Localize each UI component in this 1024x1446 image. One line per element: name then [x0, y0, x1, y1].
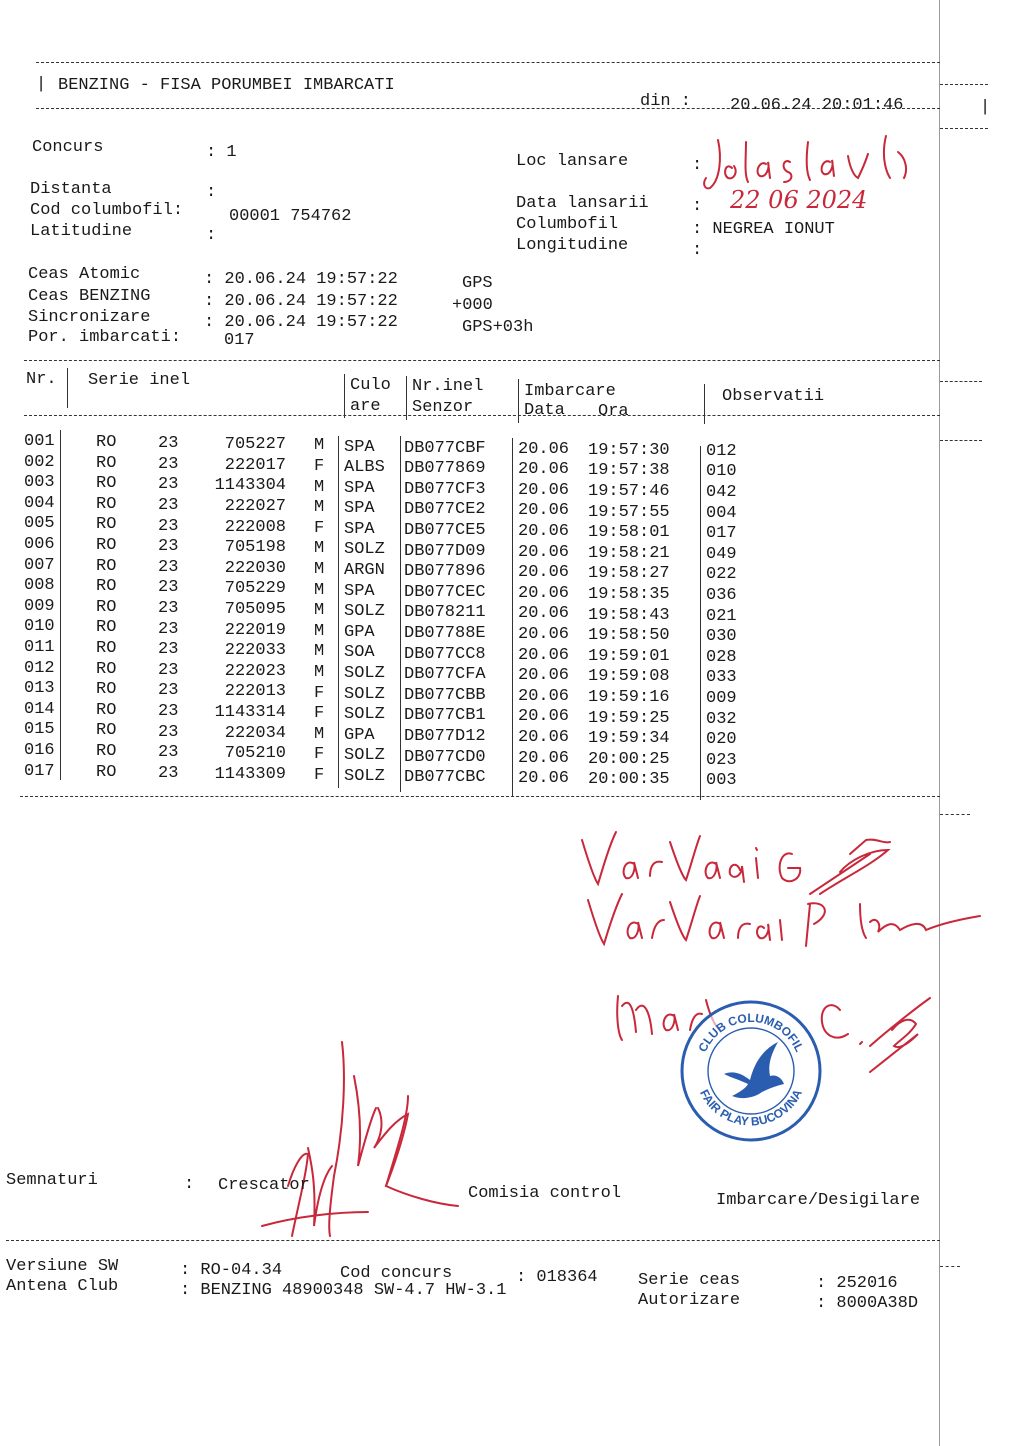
cell-observatii: 049	[706, 544, 737, 564]
cell-ring: 222019	[224, 620, 286, 640]
cell-observatii: 042	[706, 483, 737, 503]
table-rule-bottom-right	[940, 814, 970, 815]
body-divider-nrinel	[400, 436, 401, 792]
cell-nr: 012	[24, 658, 55, 678]
document-title: BENZING - FISA PORUMBEI IMBARCATI	[58, 76, 395, 95]
col-header-nrinel: Nr.inel	[412, 377, 484, 396]
body-divider-imbarcare	[512, 438, 513, 796]
ceas-benzing-value: : 20.06.24 19:57:22	[204, 292, 398, 311]
cell-year: 23	[158, 537, 179, 557]
cell-ring: 705095	[224, 600, 286, 620]
cell-country: RO	[96, 680, 117, 700]
cell-time: 20:00:35	[588, 770, 670, 790]
cell-sensor: DB077CBF	[404, 438, 486, 458]
body-divider-culo	[338, 436, 339, 788]
cell-observatii: 030	[706, 627, 737, 647]
latitudine-label: Latitudine	[30, 222, 133, 241]
data-lansarii-value: :	[692, 197, 703, 216]
cell-time: 19:57:46	[588, 481, 670, 501]
cell-color: SOLZ	[344, 746, 385, 766]
cod-columbofil-value: 00001 754762	[229, 207, 352, 226]
cell-sensor: DB077CBB	[404, 685, 486, 705]
cell-color: ALBS	[344, 458, 385, 478]
header-rule-top-right	[940, 84, 988, 85]
serie-ceas-value: : 252016	[816, 1274, 898, 1293]
cell-sex: M	[314, 621, 325, 641]
cell-date: 20.06	[518, 480, 570, 500]
cell-observatii: 036	[706, 586, 737, 606]
cell-time: 19:58:21	[588, 543, 670, 563]
cell-date: 20.06	[518, 563, 570, 583]
loc-lansare-value: :	[692, 156, 703, 175]
cell-date: 20.06	[518, 625, 570, 645]
cell-sensor: DB077CFA	[404, 665, 486, 685]
cell-sex: F	[314, 765, 325, 785]
col-divider-observatii	[704, 384, 705, 424]
cell-year: 23	[158, 495, 179, 515]
cell-sex: F	[314, 745, 325, 765]
table-row	[24, 740, 954, 770]
sincronizare-value: : 20.06.24 19:57:22	[204, 313, 398, 332]
cell-color: SPA	[344, 499, 375, 519]
comisia-control-label: Comisia control	[468, 1184, 622, 1203]
cell-time: 19:58:01	[588, 523, 670, 543]
semnaturi-label: Semnaturi	[6, 1171, 98, 1190]
cell-observatii: 021	[706, 606, 737, 626]
cell-country: RO	[96, 494, 117, 514]
cell-date: 20.06	[518, 645, 570, 665]
ceas-atomic-label: Ceas Atomic	[28, 265, 141, 284]
col-header-senzor: Senzor	[412, 398, 474, 417]
table-row	[24, 555, 954, 585]
cell-sensor: DB077CF3	[404, 479, 486, 499]
cell-color: SPA	[344, 519, 375, 539]
columbofil-value: : NEGREA IONUT	[692, 220, 835, 239]
body-divider-observatii	[700, 446, 701, 800]
ceas-atomic-suffix: GPS	[462, 274, 493, 293]
col-header-imbarcare: Imbarcare	[524, 382, 616, 401]
data-lansarii-label: Data lansarii	[516, 194, 649, 213]
din-value: 20.06.24 20:01:46	[730, 96, 904, 115]
cell-year: 23	[158, 763, 179, 783]
cell-color: GPA	[344, 622, 375, 642]
autorizare-label: Autorizare	[638, 1291, 741, 1310]
col-header-are: are	[350, 397, 381, 416]
cell-date: 20.06	[518, 604, 570, 624]
cell-sensor: DB077CBC	[404, 768, 486, 788]
cell-country: RO	[96, 721, 117, 741]
handwritten-date: 22 06 2024	[730, 186, 868, 214]
cell-color: SOLZ	[344, 767, 385, 786]
cell-ring: 222033	[224, 641, 286, 661]
cell-observatii: 003	[706, 771, 737, 791]
ceas-benzing-suffix: +000	[452, 296, 493, 315]
cell-sex: M	[314, 601, 325, 621]
cell-year: 23	[158, 660, 179, 680]
cell-nr: 015	[24, 720, 55, 740]
concurs-label: Concurs	[32, 138, 104, 157]
cell-year: 23	[158, 701, 179, 721]
cell-date: 20.06	[518, 666, 570, 686]
cell-country: RO	[96, 515, 117, 535]
cell-country: RO	[96, 618, 117, 638]
cell-observatii: 010	[706, 462, 737, 482]
cell-sex: M	[314, 642, 325, 662]
cell-ring: 222027	[224, 497, 286, 517]
handwritten-location-signature	[700, 128, 930, 223]
cell-nr: 005	[24, 514, 55, 534]
sincronizare-label: Sincronizare	[28, 308, 151, 327]
header-bar-left: |	[36, 75, 47, 94]
cell-date: 20.06	[518, 439, 570, 459]
cell-sex: M	[314, 559, 325, 579]
cell-ring: 705210	[224, 744, 286, 764]
por-imbarcati-value: 017	[224, 331, 255, 350]
cell-nr: 011	[24, 637, 55, 657]
semnaturi-colon: :	[184, 1175, 195, 1194]
cod-concurs-label: Cod concurs	[340, 1264, 453, 1283]
cell-nr: 014	[24, 699, 55, 719]
cell-observatii: 020	[706, 730, 737, 750]
header-rule-bottom-right	[940, 128, 988, 129]
cell-country: RO	[96, 597, 117, 617]
ceas-atomic-value: : 20.06.24 19:57:22	[204, 270, 398, 289]
cell-sex: M	[314, 724, 325, 744]
cell-color: ARGN	[344, 561, 385, 581]
cell-ring: 705198	[224, 538, 286, 558]
cell-country: RO	[96, 556, 117, 576]
cell-year: 23	[158, 578, 179, 598]
cod-columbofil-label: Cod columbofil:	[30, 201, 184, 220]
cell-year: 23	[158, 475, 179, 495]
cell-date: 20.06	[518, 522, 570, 542]
versiune-sw-label: Versiune SW	[6, 1257, 119, 1276]
col-header-observatii: Observatii	[722, 387, 825, 406]
cell-time: 19:59:08	[588, 667, 670, 687]
cell-color: SOLZ	[344, 664, 385, 684]
cell-date: 20.06	[518, 769, 570, 789]
imbarcare-desigilare-label: Imbarcare/Desigilare	[716, 1191, 921, 1210]
header-rule-top	[36, 62, 940, 63]
cell-observatii: 012	[706, 441, 737, 461]
cell-sensor: DB077CE2	[404, 500, 486, 520]
col-divider-culo	[344, 374, 345, 418]
table-row	[24, 658, 954, 688]
cell-color: SOA	[344, 643, 375, 663]
por-imbarcati-label: Por. imbarcati:	[28, 328, 182, 347]
cell-ring: 222034	[224, 723, 286, 743]
cell-year: 23	[158, 619, 179, 639]
cell-nr: 013	[24, 679, 55, 699]
col-header-nr: Nr.	[26, 370, 57, 389]
cell-time: 19:59:34	[588, 729, 670, 749]
header-bar-right: |	[980, 98, 991, 117]
cell-date: 20.06	[518, 748, 570, 768]
cell-time: 19:59:16	[588, 687, 670, 707]
cell-observatii: 023	[706, 750, 737, 770]
cell-ring: 1143314	[214, 703, 286, 723]
cell-sensor: DB077CEC	[404, 582, 486, 602]
serie-ceas-label: Serie ceas	[638, 1271, 741, 1290]
cell-observatii: 028	[706, 647, 737, 667]
cell-color: SPA	[344, 581, 375, 601]
col-divider-nrinel	[406, 376, 407, 420]
cell-observatii: 022	[706, 565, 737, 585]
cell-sensor: DB077CD0	[404, 747, 486, 767]
cell-sex: F	[314, 704, 325, 724]
cell-country: RO	[96, 453, 117, 473]
cell-ring: 705229	[224, 579, 286, 599]
autorizare-value: : 8000A38D	[816, 1294, 919, 1313]
body-divider-nr	[60, 430, 61, 780]
distanta-value: :	[206, 183, 217, 202]
cell-sex: M	[314, 436, 325, 456]
cell-time: 19:59:01	[588, 646, 670, 666]
cell-sex: M	[314, 539, 325, 559]
din-label: din :	[640, 92, 692, 111]
cell-time: 19:57:30	[588, 440, 670, 460]
stamp-top-text: CLUB COLUMBOFIL	[695, 1011, 807, 1055]
distanta-label: Distanta	[30, 180, 112, 199]
cell-country: RO	[96, 433, 117, 453]
cell-sensor: DB077869	[404, 459, 486, 479]
cell-date: 20.06	[518, 542, 570, 562]
cod-concurs-value: : 018364	[516, 1268, 598, 1287]
cell-sex: M	[314, 662, 325, 682]
col-header-data: Data	[524, 401, 565, 420]
cell-sex: F	[314, 456, 325, 476]
cell-country: RO	[96, 577, 117, 597]
cell-time: 19:59:25	[588, 708, 670, 728]
cell-sex: F	[314, 683, 325, 703]
table-row	[24, 761, 954, 791]
table-rule-header-bottom	[24, 415, 940, 416]
cell-observatii: 009	[706, 689, 737, 709]
cell-nr: 016	[24, 740, 55, 760]
cell-ring: 222008	[224, 517, 286, 537]
table-row	[24, 452, 954, 482]
cell-country: RO	[96, 639, 117, 659]
cell-time: 19:58:27	[588, 564, 670, 584]
cell-sensor: DB077D12	[404, 726, 486, 746]
longitudine-value: :	[692, 241, 703, 260]
antena-club-label: Antena Club	[6, 1277, 119, 1296]
cell-year: 23	[158, 598, 179, 618]
cell-sensor: DB077896	[404, 562, 486, 582]
club-stamp	[680, 1000, 822, 1142]
cell-color: SOLZ	[344, 705, 385, 725]
cell-sensor: DB077CE5	[404, 520, 486, 540]
crescator-label: Crescator	[218, 1176, 310, 1195]
cell-color: SPA	[344, 478, 375, 498]
cell-time: 19:57:38	[588, 461, 670, 481]
concurs-value: : 1	[206, 143, 237, 162]
cell-nr: 017	[24, 761, 55, 781]
cell-date: 20.06	[518, 707, 570, 727]
cell-year: 23	[158, 681, 179, 701]
cell-observatii: 017	[706, 524, 737, 544]
cell-date: 20.06	[518, 460, 570, 480]
cell-ring: 222017	[224, 455, 286, 475]
cell-ring: 222023	[224, 661, 286, 681]
cell-date: 20.06	[518, 583, 570, 603]
cell-date: 20.06	[518, 728, 570, 747]
cell-sensor: DB077CC8	[404, 644, 486, 664]
cell-ring: 1143304	[214, 476, 286, 496]
cell-year: 23	[158, 722, 179, 742]
cell-year: 23	[158, 743, 179, 763]
cell-sensor: DB07788E	[404, 623, 486, 643]
cell-ring: 1143309	[214, 764, 286, 784]
cell-sex: M	[314, 580, 325, 600]
cell-nr: 007	[24, 555, 55, 575]
cell-sensor: DB077CB1	[404, 706, 486, 726]
cell-ring: 705227	[224, 435, 286, 455]
cell-nr: 003	[24, 473, 55, 493]
table-rule-top	[24, 360, 940, 361]
pigeon-table	[24, 432, 954, 791]
cell-year: 23	[158, 640, 179, 660]
cell-time: 19:57:55	[588, 502, 670, 522]
cell-color: GPA	[344, 725, 375, 745]
header-rule-bottom	[36, 108, 940, 109]
versiune-sw-value: : RO-04.34	[180, 1261, 283, 1280]
latitudine-value: :	[206, 226, 217, 245]
cell-nr: 009	[24, 596, 55, 616]
loc-lansare-label: Loc lansare	[516, 152, 629, 171]
cell-time: 20:00:25	[588, 749, 670, 769]
cell-country: RO	[96, 700, 117, 720]
sincronizare-suffix: GPS+03h	[462, 318, 534, 337]
cell-date: 20.06	[518, 686, 570, 706]
cell-color: SPA	[344, 437, 375, 457]
cell-color: SOLZ	[344, 602, 385, 622]
cell-sensor: DB077D09	[404, 541, 486, 561]
columbofil-label: Columbofil	[516, 215, 619, 234]
col-header-ora: Ora	[598, 402, 629, 421]
cell-nr: 002	[24, 452, 55, 472]
cell-country: RO	[96, 536, 117, 556]
col-divider-imbarcare	[518, 379, 519, 423]
col-header-serie: Serie inel	[88, 371, 191, 390]
cell-year: 23	[158, 454, 179, 474]
cell-nr: 006	[24, 534, 55, 554]
cell-date: 20.06	[518, 501, 570, 521]
cell-time: 19:58:50	[588, 626, 670, 646]
cell-year: 23	[158, 434, 179, 454]
stamp-bottom-text: FAIR PLAY BUCOVINA	[697, 1087, 805, 1129]
cell-color: SOLZ	[344, 540, 385, 560]
cell-country: RO	[96, 742, 117, 761]
antena-club-value: : BENZING 48900348 SW-4.7 HW-3.1	[180, 1281, 507, 1300]
cell-nr: 004	[24, 493, 55, 513]
cell-country: RO	[96, 762, 117, 782]
table-rule-top-right	[940, 381, 982, 382]
cell-sex: F	[314, 518, 325, 538]
cell-sex: M	[314, 498, 325, 518]
cell-ring: 222030	[224, 558, 286, 578]
cell-country: RO	[96, 474, 117, 494]
col-divider-nr	[67, 368, 68, 408]
footer-rule-right	[940, 1266, 960, 1267]
cell-sensor: DB078211	[404, 603, 486, 623]
cell-sex: M	[314, 477, 325, 497]
cell-ring: 222013	[224, 682, 286, 702]
cell-nr: 001	[24, 432, 55, 451]
cell-observatii: 032	[706, 709, 737, 729]
cell-year: 23	[158, 516, 179, 536]
cell-year: 23	[158, 557, 179, 577]
cell-time: 19:58:35	[588, 584, 670, 604]
cell-observatii: 004	[706, 503, 737, 523]
footer-rule	[6, 1240, 940, 1241]
cell-nr: 008	[24, 576, 55, 596]
crescator-signature	[258, 1036, 478, 1256]
table-row	[24, 432, 954, 461]
table-rule-bottom	[20, 796, 940, 797]
col-header-culo: Culo	[350, 376, 391, 395]
table-row	[24, 514, 954, 544]
cell-time: 19:58:43	[588, 605, 670, 625]
cell-observatii: 033	[706, 668, 737, 688]
cell-nr: 010	[24, 617, 55, 637]
ceas-benzing-label: Ceas BENZING	[28, 287, 151, 306]
cell-color: SOLZ	[344, 684, 385, 704]
longitudine-label: Longitudine	[516, 236, 629, 255]
cell-country: RO	[96, 659, 117, 679]
